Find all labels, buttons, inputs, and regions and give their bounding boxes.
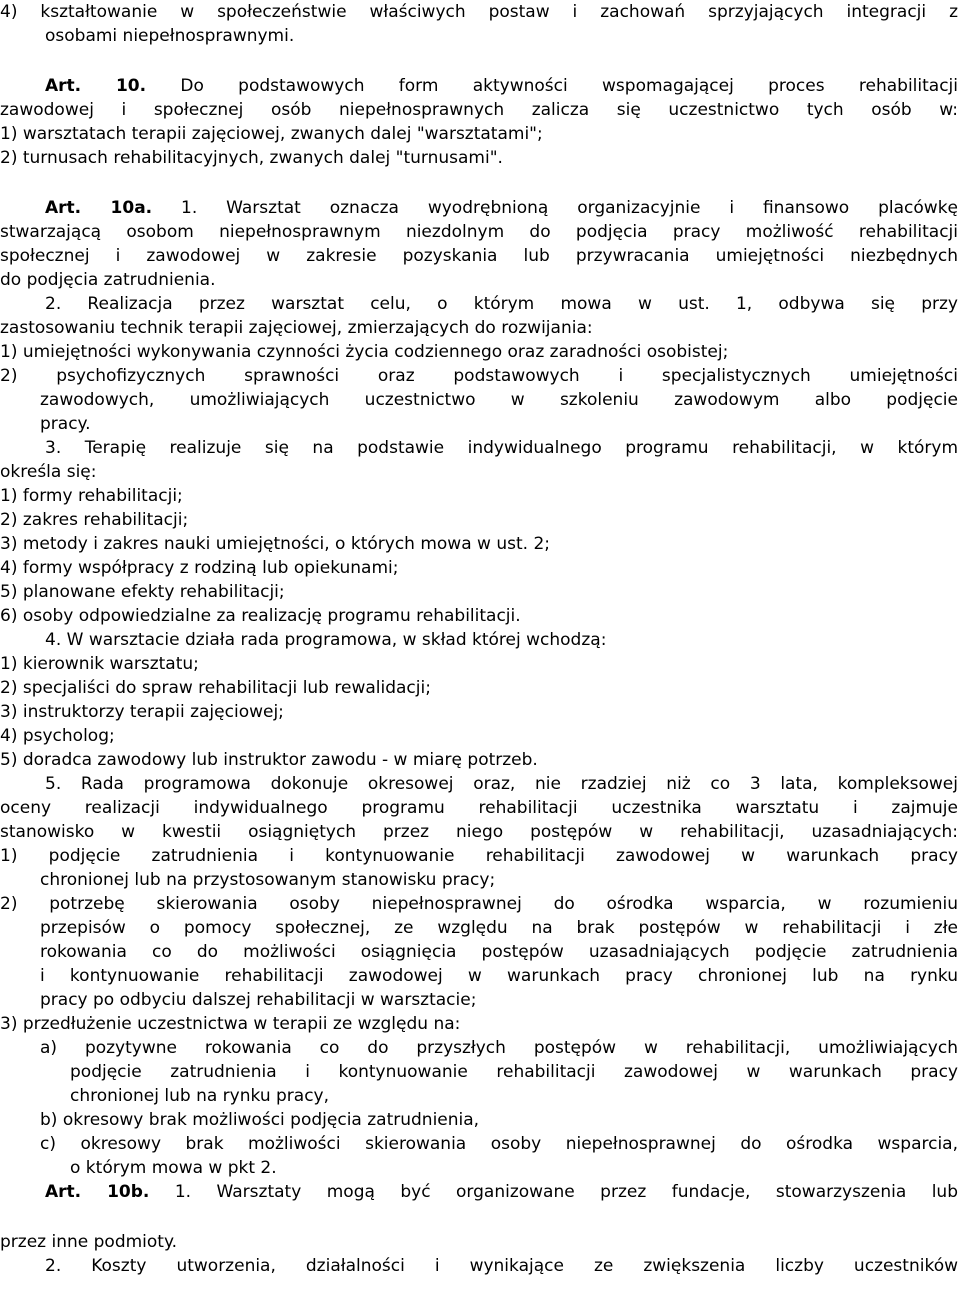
line-text: 1) kierownik warsztatu;	[0, 654, 199, 674]
line-text: 6) osoby odpowiedzialne za realizację programu rehabilitacji.	[0, 606, 521, 626]
text-line	[40, 868, 958, 892]
text-line	[0, 580, 958, 604]
text-line	[40, 388, 958, 412]
text-line	[40, 916, 958, 940]
line-text: 4) kształtowanie w społeczeństwie właściwych postaw i zachowań sprzyjających integracji z	[0, 2, 958, 22]
line-text: do podjęcia zatrudnienia.	[0, 270, 216, 290]
line-text: przez inne podmioty.	[0, 1232, 177, 1252]
line-text: 1. Warsztaty mogą być organizowane przez fundacje, stowarzyszenia lub	[174, 1182, 958, 1202]
line-text: pracy.	[40, 414, 91, 434]
text-line	[0, 676, 958, 700]
text-line	[45, 196, 958, 220]
text-line	[0, 700, 958, 724]
line-text: zawodowej i społecznej osób niepełnosprawnych zalicza się uczestnictwo tych osób w:	[0, 100, 958, 120]
line-text: 1) warsztatach terapii zajęciowej, zwanych dalej "warsztatami";	[0, 124, 543, 144]
text-line	[0, 508, 958, 532]
line-text: stwarzającą osobom niepełnosprawnym niezdolnym do podjęcia pracy możliwość rehabilitacji	[0, 222, 958, 242]
line-text: przepisów o pomocy społecznej, ze względu na brak postępów w rehabilitacji i złe	[40, 918, 958, 938]
line-text: pracy po odbyciu dalszej rehabilitacji w warsztacie;	[40, 990, 477, 1010]
line-text: 4) psycholog;	[0, 726, 115, 746]
line-text: 4. W warsztacie działa rada programowa, w skład której wchodzą:	[45, 630, 607, 650]
line-text: zastosowaniu technik terapii zajęciowej, zmierzających do rozwijania:	[0, 318, 593, 338]
text-line	[0, 724, 958, 748]
text-line	[0, 98, 958, 122]
line-text: oceny realizacji indywidualnego programu rehabilitacji uczestnika warsztatu i zajmuje	[0, 798, 958, 818]
text-line	[0, 652, 958, 676]
text-line	[45, 292, 958, 316]
text-line	[45, 1180, 958, 1204]
text-line	[0, 604, 958, 628]
text-line	[45, 436, 958, 460]
text-line	[0, 146, 958, 170]
text-line	[40, 964, 958, 988]
line-text: b) okresowy brak możliwości podjęcia zatrudnienia,	[40, 1110, 480, 1130]
line-text: o którym mowa w pkt 2.	[70, 1158, 277, 1178]
text-line	[0, 484, 958, 508]
text-line	[70, 1084, 958, 1108]
text-line	[40, 1108, 958, 1132]
text-line	[0, 316, 958, 340]
text-line	[0, 1012, 958, 1036]
text-line	[40, 412, 958, 436]
text-line	[45, 74, 958, 98]
line-text: 1) formy rehabilitacji;	[0, 486, 183, 506]
line-text: 5) planowane efekty rehabilitacji;	[0, 582, 285, 602]
text-line	[40, 1132, 958, 1156]
line-text: 2) psychofizycznych sprawności oraz podstawowych i specjalistycznych umiejętności	[0, 366, 958, 386]
article-number: Art. 10a.	[45, 198, 153, 218]
text-line	[0, 820, 958, 844]
text-line	[40, 988, 958, 1012]
text-line	[70, 1156, 958, 1180]
line-text: 3) instruktorzy terapii zajęciowej;	[0, 702, 284, 722]
line-text: 3) metody i zakres nauki umiejętności, o których mowa w ust. 2;	[0, 534, 550, 554]
line-text: osobami niepełnosprawnymi.	[45, 26, 295, 46]
text-line	[45, 1254, 958, 1278]
line-text: zawodowych, umożliwiających uczestnictwo w szkoleniu zawodowym albo podjęcie	[40, 390, 958, 410]
text-line	[40, 1036, 958, 1060]
article-number: Art. 10b.	[45, 1182, 150, 1202]
text-line	[0, 340, 958, 364]
text-line	[0, 556, 958, 580]
line-text: c) okresowy brak możliwości skierowania osoby niepełnosprawnej do ośrodka wsparcia,	[40, 1134, 958, 1154]
text-line	[0, 748, 958, 772]
line-text: 2) zakres rehabilitacji;	[0, 510, 189, 530]
line-text: 2) potrzebę skierowania osoby niepełnosprawnej do ośrodka wsparcia, w rozumieniu	[0, 894, 958, 914]
text-line	[0, 244, 958, 268]
line-text: 1) umiejętności wykonywania czynności życia codziennego oraz zaradności osobistej;	[0, 342, 729, 362]
text-line	[0, 364, 958, 388]
line-text: społecznej i zawodowej w zakresie pozyskania lub przywracania umiejętności niezbędnych	[0, 246, 958, 266]
text-line	[0, 892, 958, 916]
line-text: 3) przedłużenie uczestnictwa w terapii ze względu na:	[0, 1014, 461, 1034]
line-text: chronionej lub na przystosowanym stanowisku pracy;	[40, 870, 496, 890]
text-line	[0, 1230, 958, 1254]
line-text: 5) doradca zawodowy lub instruktor zawodu - w miarę potrzeb.	[0, 750, 538, 770]
line-text: rokowania co do możliwości osiągnięcia postępów uzasadniających podjęcie zatrudnienia	[40, 942, 958, 962]
text-line	[0, 268, 958, 292]
line-text: 4) formy współpracy z rodziną lub opiekunami;	[0, 558, 399, 578]
line-text: 3. Terapię realizuje się na podstawie indywidualnego programu rehabilitacji, w którym	[45, 438, 958, 458]
line-text: stanowisko w kwestii osiągniętych przez niego postępów w rehabilitacji, uzasadniających:	[0, 822, 958, 842]
text-line	[0, 220, 958, 244]
line-text: 5. Rada programowa dokonuje okresowej oraz, nie rzadziej niż co 3 lata, kompleksowej	[45, 774, 958, 794]
line-text: 2) specjaliści do spraw rehabilitacji lub rewalidacji;	[0, 678, 431, 698]
text-line	[40, 940, 958, 964]
line-text: a) pozytywne rokowania co do przyszłych postępów w rehabilitacji, umożliwiających	[40, 1038, 958, 1058]
line-text: podjęcie zatrudnienia i kontynuowanie rehabilitacji zawodowej w warunkach pracy	[70, 1062, 958, 1082]
line-text: 2. Realizacja przez warsztat celu, o którym mowa w ust. 1, odbywa się przy	[45, 294, 958, 314]
text-line	[45, 772, 958, 796]
line-text: Do podstawowych form aktywności wspomagającej proces rehabilitacji	[180, 76, 958, 96]
text-line	[0, 844, 958, 868]
text-line	[0, 122, 958, 146]
line-text: 2. Koszty utworzenia, działalności i wynikające ze zwiększenia liczby uczestników	[45, 1256, 958, 1276]
line-text: chronionej lub na rynku pracy,	[70, 1086, 330, 1106]
text-line	[45, 24, 958, 48]
line-text: 1) podjęcie zatrudnienia i kontynuowanie rehabilitacji zawodowej w warunkach pracy	[0, 846, 958, 866]
article-number: Art. 10.	[45, 76, 147, 96]
text-line	[70, 1060, 958, 1084]
text-line	[0, 532, 958, 556]
line-text: 2) turnusach rehabilitacyjnych, zwanych dalej "turnusami".	[0, 148, 503, 168]
text-line	[0, 0, 958, 24]
line-text: określa się:	[0, 462, 97, 482]
text-line	[0, 796, 958, 820]
text-line	[45, 628, 958, 652]
line-text: i kontynuowanie rehabilitacji zawodowej w warunkach pracy chronionej lub na rynku	[40, 966, 958, 986]
line-text: 1. Warsztat oznacza wyodrębnioną organizacyjnie i finansowo placówkę	[181, 198, 958, 218]
text-line	[0, 460, 958, 484]
